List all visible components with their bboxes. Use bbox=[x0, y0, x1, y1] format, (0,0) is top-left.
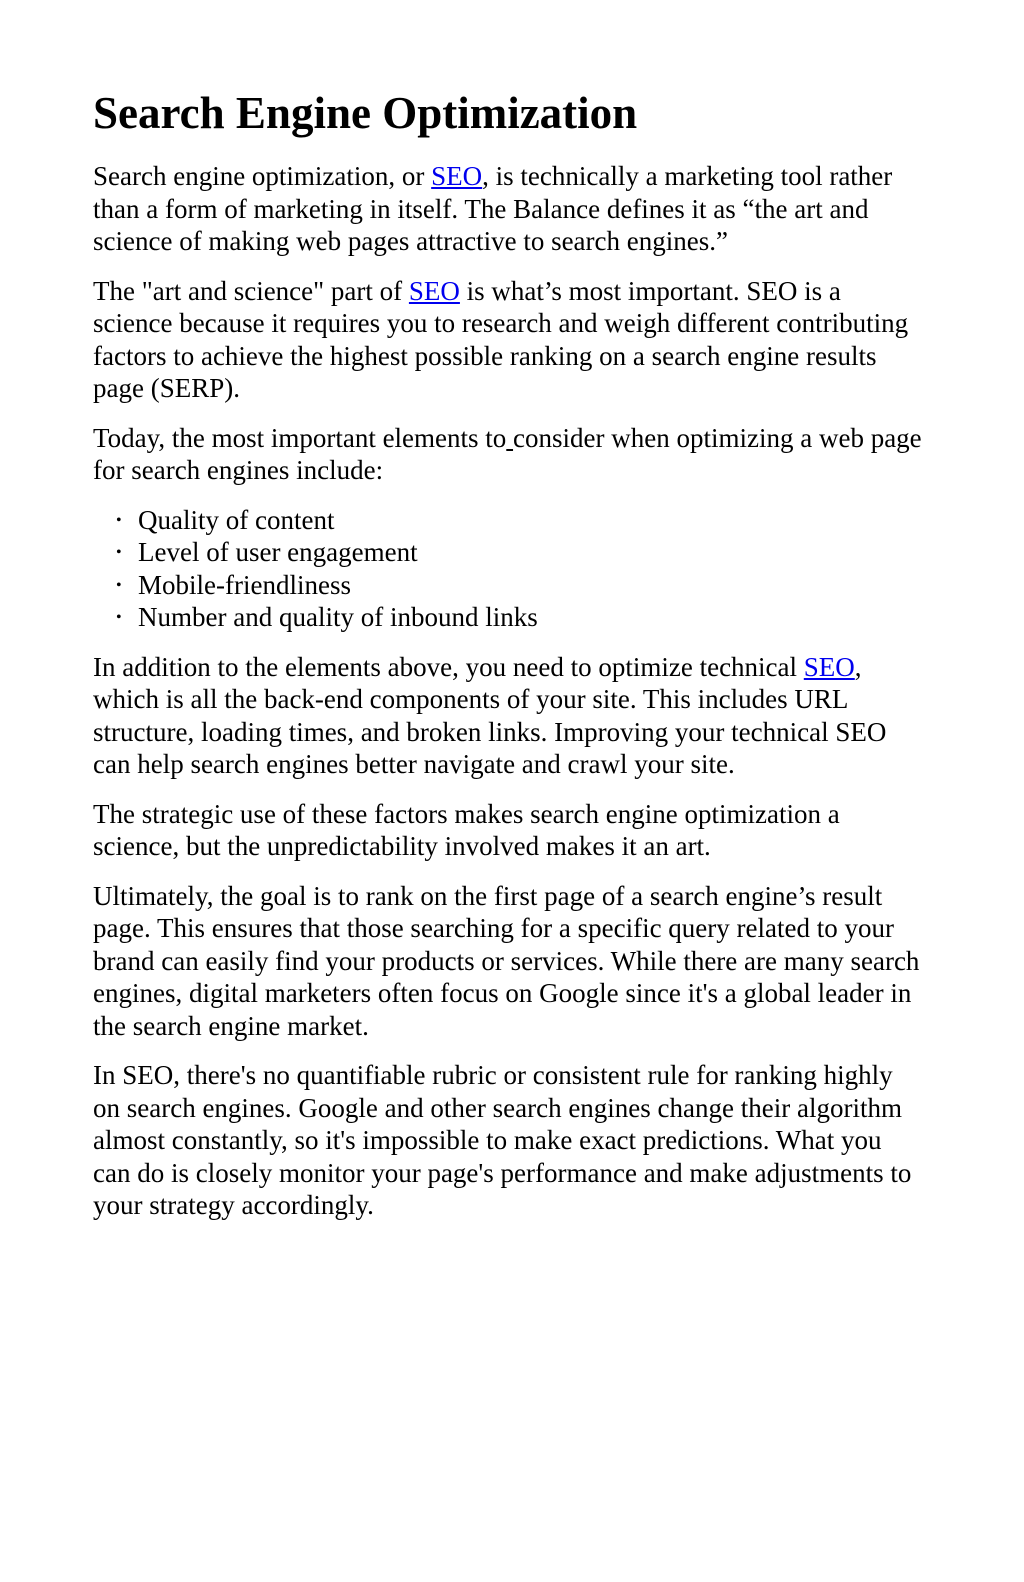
paragraph-strategic-use: The strategic use of these factors makes search engine optimization a science, but the unpredictability involved makes it an art. bbox=[93, 798, 840, 861]
list-item-text: Quality of content bbox=[138, 504, 335, 535]
paragraph-text: In addition to the elements above, you need to optimize technical bbox=[93, 651, 804, 682]
list-item-text: Mobile-friendliness bbox=[138, 569, 351, 600]
list-item bbox=[116, 569, 924, 602]
list-item bbox=[116, 504, 924, 537]
paragraph-ultimately: Ultimately, the goal is to rank on the first page of a search engine’s result page. This ensures that those searching for a specific query related to your brand can easily find your products or services. While there are many search engines, digital marketers often focus on Google since it's a global leader in the search engine market. bbox=[93, 880, 920, 1041]
paragraph-text: Today, the most important elements to bbox=[93, 422, 507, 453]
bullet-icon: • bbox=[116, 544, 122, 561]
list-item-text: Number and quality of inbound links bbox=[138, 602, 538, 632]
paragraph-text: The "art and science" part of bbox=[93, 275, 409, 306]
paragraph-art-science bbox=[93, 275, 924, 405]
seo-link[interactable]: SEO bbox=[431, 161, 483, 191]
paragraph-text: , which is all the back-end components of your site. This includes URL structure, loading times, and broken links. Improving your technical SEO can help search engines better navigate and crawl your site. bbox=[93, 651, 887, 779]
paragraph-no-rubric: In SEO, there's no quantifiable rubric or consistent rule for ranking highly on search engines. Google and other search engines change their algorithm almost constantly, so it's impossible to make exact predictions. What you can do is closely monitor your page's performance and make adjustments to your strategy accordingly. bbox=[93, 1060, 912, 1220]
seo-link[interactable]: SEO bbox=[408, 275, 460, 306]
paragraph-text: , is technically a marketing tool rather than a form of marketing in itself. The Balance defines it as “the art and science of making web pages attractive to search engines.” bbox=[93, 161, 893, 256]
list-item bbox=[116, 536, 924, 569]
list-item bbox=[116, 601, 924, 634]
page-title: Search Engine Optimization bbox=[93, 88, 638, 138]
paragraph-intro bbox=[93, 160, 924, 258]
paragraph-elements-intro bbox=[93, 422, 924, 487]
bullet-icon: • bbox=[116, 576, 122, 594]
bullet-icon: • bbox=[116, 511, 122, 529]
list-item-text: Level of user engagement bbox=[138, 537, 418, 567]
elements-list bbox=[93, 504, 924, 634]
paragraph-text: is what’s most important. SEO is a science because it requires you to research and weigh different contributing factors to achieve the highest possible ranking on a search engine results page (SERP). bbox=[93, 275, 909, 403]
paragraph-text: Search engine optimization, or bbox=[93, 161, 432, 191]
paragraph-text: consider when optimizing a web page for search engines include: bbox=[93, 422, 922, 485]
bullet-icon: • bbox=[116, 609, 122, 626]
seo-link[interactable]: SEO bbox=[803, 651, 855, 682]
paragraph-technical-seo bbox=[93, 651, 924, 781]
